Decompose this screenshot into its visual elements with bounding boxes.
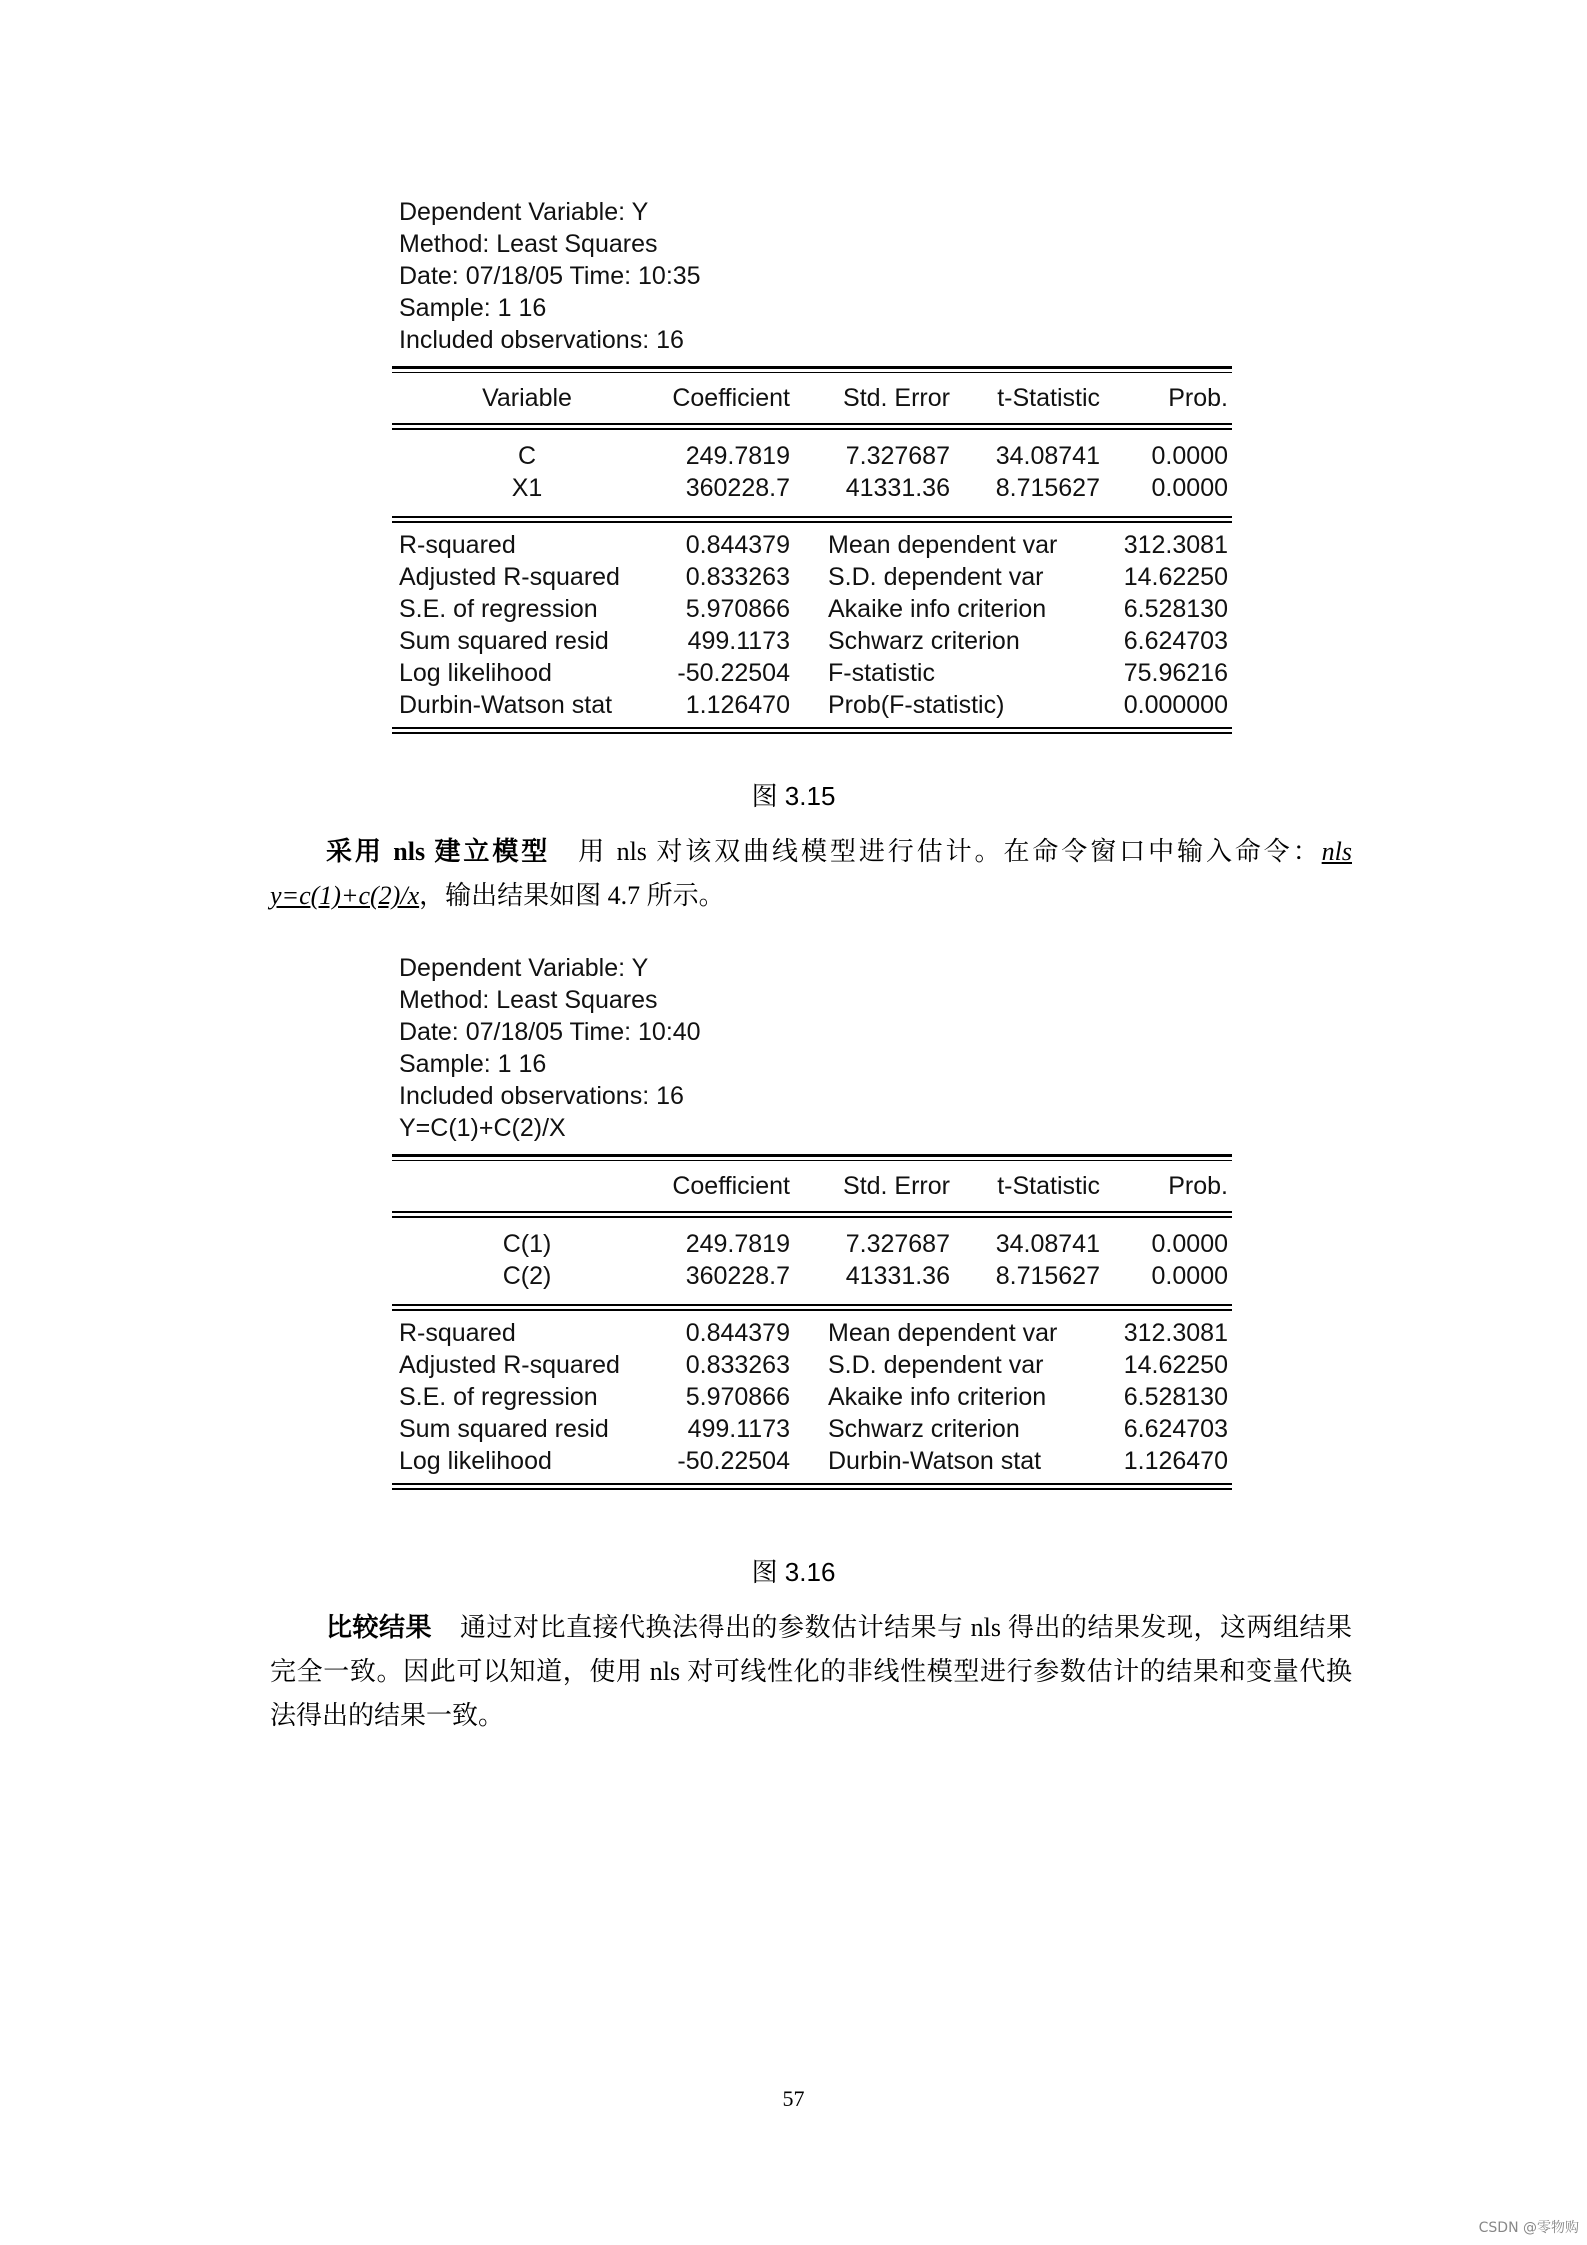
stat-cell: Mean dependent var: [828, 531, 1058, 559]
table-cell: 7.327687: [845, 1230, 950, 1258]
page-number: 57: [782, 2086, 805, 2111]
header-line: Date: 07/18/05 Time: 10:40: [399, 1018, 701, 1046]
column-headers: [392, 1161, 1232, 1211]
stat-cell: 0.844379: [685, 1319, 790, 1347]
rule: [392, 1211, 1232, 1218]
stat-cell: 0.833263: [685, 1351, 790, 1379]
paragraph-comparison: [270, 1606, 1352, 1738]
stat-cell: Durbin-Watson stat: [399, 691, 613, 719]
stat-cell: 0.833263: [685, 563, 790, 591]
rule: [392, 1304, 1232, 1311]
column-header: Prob.: [1168, 1172, 1228, 1200]
stat-row: [392, 529, 1232, 561]
header-line: Dependent Variable: Y: [399, 198, 649, 226]
header-line: Method: Least Squares: [399, 230, 658, 258]
stat-cell: Prob(F-statistic): [828, 691, 1005, 719]
table-cell: 8.715627: [995, 1262, 1100, 1290]
regression-output-1: [392, 196, 1232, 734]
stat-cell: Schwarz criterion: [828, 1415, 1020, 1443]
stat-row: [392, 1445, 1232, 1477]
figure-caption-3-16: 图 3.16: [751, 1557, 836, 1587]
stat-cell: 1.126470: [685, 691, 790, 719]
coefficient-rows: [392, 1228, 1232, 1292]
stat-cell: F-statistic: [828, 659, 935, 687]
stat-cell: -50.22504: [677, 659, 790, 687]
stat-cell: Akaike info criterion: [828, 595, 1047, 623]
table-row: [392, 440, 1232, 472]
column-header: Std. Error: [843, 384, 950, 412]
output-header: [392, 196, 1232, 356]
regression-output-2: [392, 952, 1232, 1490]
stat-row: [392, 1317, 1232, 1349]
paragraph-text: 用 nls 对该双曲线模型进行估计。在命令窗口中输入命令：: [578, 837, 1322, 866]
table-row: [392, 472, 1232, 504]
stat-cell: 499.1173: [687, 1415, 790, 1443]
stat-cell: Adjusted R-squared: [399, 563, 620, 591]
column-header: Coefficient: [672, 1172, 790, 1200]
table-row: [392, 1260, 1232, 1292]
table-cell: 7.327687: [845, 442, 950, 470]
column-header: Coefficient: [672, 384, 790, 412]
paragraph-text-end: ，输出结果如图 4.7 所示。: [419, 881, 725, 910]
stat-cell: S.D. dependent var: [828, 1351, 1044, 1379]
header-line: Y=C(1)+C(2)/X: [399, 1114, 566, 1142]
table-cell: 41331.36: [845, 1262, 950, 1290]
stat-cell: Sum squared resid: [399, 627, 609, 655]
rule: [392, 516, 1232, 523]
stat-cell: Adjusted R-squared: [399, 1351, 620, 1379]
table-cell: X1: [511, 474, 543, 502]
table-cell: C(1): [502, 1230, 552, 1258]
rule: [392, 423, 1232, 430]
watermark: CSDN @零物购: [1478, 2220, 1579, 2236]
stat-cell: 6.528130: [1123, 595, 1228, 623]
column-headers: [392, 373, 1232, 423]
summary-stats: [392, 529, 1232, 721]
column-header: Variable: [482, 384, 572, 412]
header-line: Included observations: 16: [399, 326, 684, 354]
stat-row: [392, 561, 1232, 593]
stat-row: [392, 1349, 1232, 1381]
table-cell: 0.0000: [1151, 1230, 1228, 1258]
rule: [392, 1154, 1232, 1161]
stat-cell: 75.96216: [1123, 659, 1228, 687]
stat-cell: Akaike info criterion: [828, 1383, 1047, 1411]
table-cell: 249.7819: [685, 442, 790, 470]
command-formula: y=c(1)+c(2)/x: [270, 881, 420, 910]
stat-cell: 5.970866: [685, 1383, 790, 1411]
figure-caption-3-15: 图 3.15: [751, 781, 836, 811]
stat-cell: 0.000000: [1123, 691, 1228, 719]
table-cell: C: [517, 442, 537, 470]
table-cell: 360228.7: [685, 474, 790, 502]
stat-cell: S.E. of regression: [399, 595, 598, 623]
paragraph-lead: 比较结果: [326, 1613, 433, 1642]
table-cell: 0.0000: [1151, 474, 1228, 502]
table-cell: 249.7819: [685, 1230, 790, 1258]
stat-cell: R-squared: [399, 531, 516, 559]
stat-row: [392, 625, 1232, 657]
header-line: Method: Least Squares: [399, 986, 658, 1014]
header-line: Sample: 1 16: [399, 294, 547, 322]
rule: [392, 727, 1232, 734]
paragraph-text: 通过对比直接代换法得出的参数估计结果与 nls 得出的结果发现，这两组结果完全一致。因此可以知道，使用 nls 对可线性化的非线性模型进行参数估计的结果和变量代换法得出的结果一致。: [270, 1613, 1352, 1730]
header-line: Date: 07/18/05 Time: 10:35: [399, 262, 701, 290]
table-cell: 8.715627: [995, 474, 1100, 502]
coefficient-rows: [392, 440, 1232, 504]
stat-cell: 6.624703: [1123, 627, 1228, 655]
stat-row: [392, 1413, 1232, 1445]
stat-cell: 14.62250: [1123, 563, 1228, 591]
table-cell: 0.0000: [1151, 442, 1228, 470]
rule: [392, 1483, 1232, 1490]
stat-cell: 499.1173: [687, 627, 790, 655]
table-cell: 34.08741: [995, 1230, 1100, 1258]
command-text: nls: [1321, 837, 1352, 866]
stat-cell: 312.3081: [1123, 1319, 1228, 1347]
output-header: [392, 952, 1232, 1144]
table-cell: C(2): [502, 1262, 552, 1290]
rule: [392, 366, 1232, 373]
table-cell: 0.0000: [1151, 1262, 1228, 1290]
column-header: [392, 1161, 662, 1211]
column-header: Prob.: [1168, 384, 1228, 412]
stat-cell: 6.624703: [1123, 1415, 1228, 1443]
table-cell: 360228.7: [685, 1262, 790, 1290]
column-header: t-Statistic: [997, 1172, 1100, 1200]
table-cell: 41331.36: [845, 474, 950, 502]
stat-cell: 0.844379: [685, 531, 790, 559]
stat-cell: S.D. dependent var: [828, 563, 1044, 591]
stat-cell: 14.62250: [1123, 1351, 1228, 1379]
column-header: Std. Error: [843, 1172, 950, 1200]
table-row: [392, 1228, 1232, 1260]
table-cell: 34.08741: [995, 442, 1100, 470]
header-line: Dependent Variable: Y: [399, 954, 649, 982]
stat-cell: S.E. of regression: [399, 1383, 598, 1411]
stat-cell: Log likelihood: [399, 1447, 552, 1475]
stat-row: [392, 657, 1232, 689]
stat-cell: -50.22504: [677, 1447, 790, 1475]
stat-cell: 6.528130: [1123, 1383, 1228, 1411]
header-line: Sample: 1 16: [399, 1050, 547, 1078]
stat-cell: Schwarz criterion: [828, 627, 1020, 655]
stat-cell: Log likelihood: [399, 659, 552, 687]
paragraph-lead: 采用 nls 建立模型: [326, 837, 551, 866]
stat-cell: R-squared: [399, 1319, 516, 1347]
stat-row: [392, 1381, 1232, 1413]
paragraph-nls-model: [270, 830, 1352, 918]
header-line: Included observations: 16: [399, 1082, 684, 1110]
stat-cell: 5.970866: [685, 595, 790, 623]
stat-cell: Sum squared resid: [399, 1415, 609, 1443]
stat-cell: 1.126470: [1123, 1447, 1228, 1475]
stat-row: [392, 593, 1232, 625]
column-header: t-Statistic: [997, 384, 1100, 412]
summary-stats: [392, 1317, 1232, 1477]
stat-cell: Mean dependent var: [828, 1319, 1058, 1347]
stat-cell: 312.3081: [1123, 531, 1228, 559]
stat-cell: Durbin-Watson stat: [828, 1447, 1042, 1475]
stat-row: [392, 689, 1232, 721]
